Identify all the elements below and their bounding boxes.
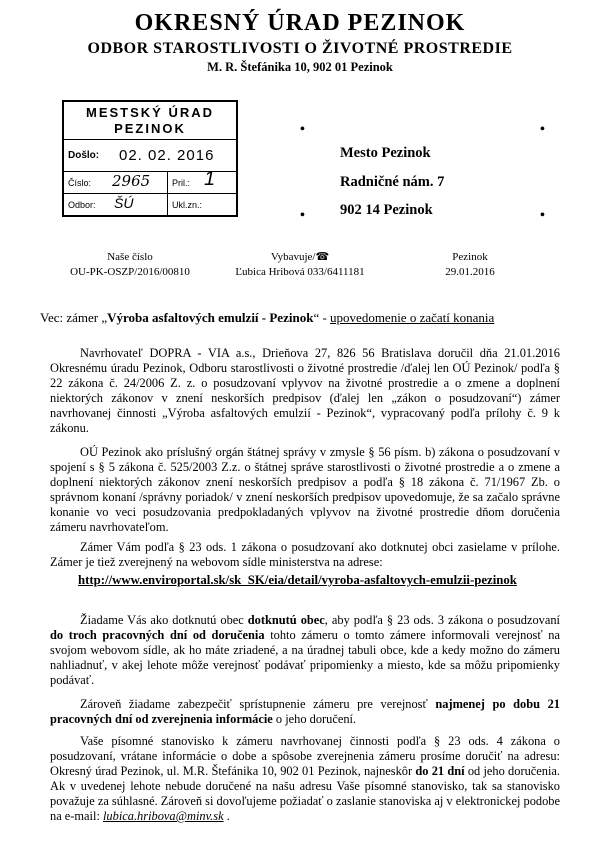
stamp-row-odbor: [64, 194, 236, 217]
reference-number-value: OU-PK-OSZP/2016/00810: [70, 266, 190, 278]
p6-bold: do 21 dní: [415, 764, 465, 778]
stamp-line2: PEZINOK: [114, 121, 186, 136]
department-title: ODBOR STAROSTLIVOSTI O ŽIVOTNÉ PROSTREDIE: [87, 40, 513, 57]
stamp-dosli-label: Došlo:: [68, 150, 100, 161]
recipient-street: Radničné nám. 7: [340, 174, 445, 190]
recipient-city: 902 14 Pezinok: [340, 202, 433, 218]
p4-text-1: Žiadame Vás ako dotknutú obec: [80, 613, 248, 627]
place-date: [430, 250, 510, 280]
stamp-header: [64, 102, 236, 140]
subject-suffix: “ -: [313, 310, 331, 325]
paragraph-2: OÚ Pezinok ako príslušný orgán štátnej správy v zmysle § 56 písm. b) zákona o posudzovaní v spojení s § 5 zákona č. 525/2003 Z.z. o štátnej správe starostlivosti o životné prostredie a o zmene a doplnení niektorých zákonov znení neskorších predpisov a podľa § 18 zákona č. 71/1967 Zb. o správnom konaní /správny poriadok/ v znení neskorších predpisov upovedomuje, že sa začalo správne konanie vo veci posudzovania predpokladaných vplyvov na životné prostredie dňom doručenia zámeru navrhovateľom.: [50, 445, 560, 534]
p4-text-3: tohto zámeru o tomto zámere informovali verejnosť na svojom webovom sídle, ak ho máte zriadené, a na úradnej tabuli obce, kde a kedy možno do zámeru nahliadnuť, v akej lehote môže verejnosť podávať pripomienky a miesto, kde sa môžu pripomienky podávať.: [50, 628, 560, 687]
stamp-cislo-label: Číslo:: [68, 178, 92, 188]
reference-number: [50, 250, 210, 280]
place: Pezinok: [452, 251, 488, 263]
p6-text-2: od jeho doručenia. Ak v uvedenej lehote nebude doručené na našu adresu Vaše písomné stanovisko, tak sa stanovisko považuje za súhlasné. Zároveň si dovoľujeme požiadať o zaslanie stanoviska aj v elektronickej podobe na e-mail:: [50, 764, 561, 823]
p6-text-3: .: [223, 809, 230, 823]
p4-bold-2: do troch pracovných dní od doručenia: [50, 628, 265, 642]
paragraph-3: Zámer Vám podľa § 23 ods. 1 zákona o posudzovaní ako dotknutej obci zasielame v prílohe. Zámer je tiež zverejnený na webovom sídle ministerstva na adrese:: [50, 540, 560, 569]
p5-text-1: Zároveň žiadame zabezpečiť sprístupnenie zámeru pre verejnosť: [80, 697, 436, 711]
subject-notice: upovedomenie o začatí konania: [330, 310, 495, 325]
stamp-ukl-label: Ukl.zn.:: [172, 200, 203, 210]
stamp-cislo-value: 2965: [112, 172, 151, 190]
corner-mark-bottom-left: •: [300, 208, 305, 223]
handled-by-label: Vybavuje/☎: [270, 251, 330, 263]
enviroportal-link[interactable]: http://www.enviroportal.sk/sk_SK/eia/detail/vyroba-asfaltovych-emulzii-pezinok: [78, 573, 517, 587]
p5-bold: najmenej po dobu 21 pracovných dní od zverejnenia informácie: [50, 697, 560, 726]
registry-stamp: [62, 100, 238, 217]
stamp-odbor-label: Odbor:: [68, 200, 96, 210]
p4-text-2: , aby podľa § 23 ods. 3 zákona o posudzovaní: [324, 613, 560, 627]
stamp-pril-label: Pril.:: [172, 178, 190, 188]
subject-prefix: Vec: zámer „: [40, 310, 108, 325]
paragraph-6: [50, 734, 560, 824]
subject-line: [40, 310, 494, 326]
stamp-pril-value: 1: [204, 168, 216, 190]
office-title: OKRESNÝ ÚRAD PEZINOK: [134, 10, 466, 36]
p6-text-1: Vaše písomné stanovisko k zámeru navrhovanej činnosti podľa § 23 ods. 4 zákona o posudzovaní, vrátane informácie o dobe a spôsobe zverejnenia zámeru prosíme doručiť na adresu: Okresný úrad Pezinok, ul. M.R. Štefánika 10, 902 01 Pezinok, najneskôr: [50, 734, 560, 778]
corner-mark-bottom-right: •: [540, 208, 545, 223]
letter-date: 29.01.2016: [445, 266, 495, 278]
reference-number-label: Naše číslo: [107, 251, 153, 263]
corner-mark-top-right: •: [540, 122, 545, 137]
handled-by: [215, 250, 385, 280]
email-link[interactable]: lubica.hribova@minv.sk: [102, 809, 224, 823]
paragraph-5: [50, 697, 560, 727]
stamp-line1: MESTSKÝ ÚRAD: [85, 105, 214, 120]
p4-bold-1: dotknutú obec: [247, 613, 325, 627]
stamp-divider: [167, 172, 168, 217]
subject-title: Výroba asfaltových emulzií - Pezinok: [107, 310, 314, 325]
handled-by-value: Ľubica Hribová 033/6411181: [235, 266, 365, 278]
stamp-row-cislo: [64, 168, 236, 194]
p5-text-2: o jeho doručení.: [272, 712, 357, 726]
corner-mark-top-left: •: [300, 122, 305, 137]
stamp-odbor-value: ŠÚ: [114, 195, 134, 211]
paragraph-4: [50, 613, 560, 688]
office-address: M. R. Štefánika 10, 902 01 Pezinok: [207, 60, 393, 74]
recipient-name: Mesto Pezinok: [340, 145, 431, 161]
paragraph-1: Navrhovateľ DOPRA - VIA a.s., Drieňova 27, 826 56 Bratislava doručil dňa 21.01.2016 Okresnému úradu Pezinok, Odboru starostlivosti o životné prostredie /ďalej len OÚ Pezinok/ podľa § 22 zákona č. 24/2006 Z. z. o posudzovaní vplyvov na životné prostredie a o zmene a doplnení niektorých zákonov v znení neskorších predpisov (ďalej len „zákon o posudzovaní“) zámer navrhovanej činnosti „Výroba asfaltových emulzií - Pezinok“, vypracovaný podľa prílohy č. 9 k zákonu.: [50, 346, 560, 435]
stamp-dosli-value: 02. 02. 2016: [119, 147, 215, 164]
